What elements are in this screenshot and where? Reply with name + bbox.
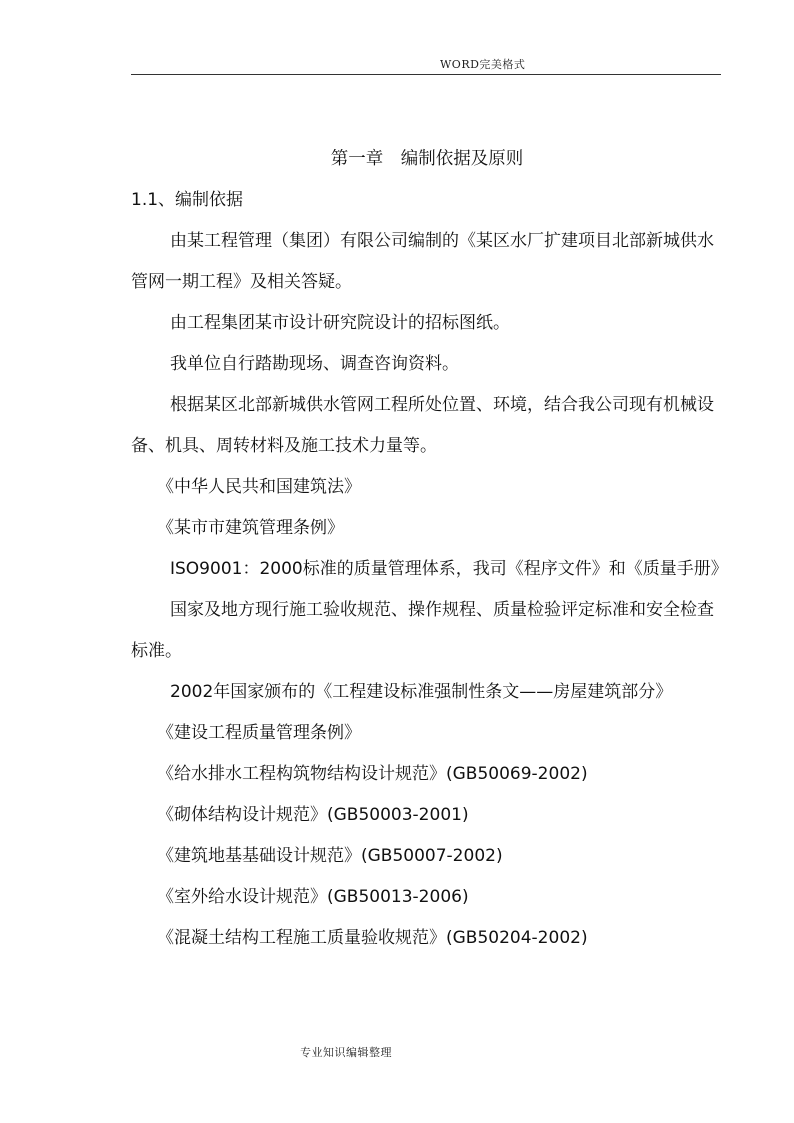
regulation-item: 《建设工程质量管理条例》 (157, 723, 361, 743)
regulation-item: 《中华人民共和国建筑法》 (157, 477, 361, 497)
basis-paragraph: ISO9001：2000标准的质量管理体系，我司《程序文件》和《质量手册》 (170, 559, 728, 579)
regulation-item: 《某市市建筑管理条例》 (157, 518, 344, 538)
header-divider (131, 74, 721, 75)
document-body (131, 139, 728, 959)
page-footer-text: 专业知识编辑整理 (300, 1046, 392, 1059)
section-heading: 1.1、编制依据 (131, 190, 244, 210)
basis-paragraph: 我单位自行踏勘现场、调查咨询资料。 (170, 354, 459, 374)
standard-item: 《建筑地基基础设计规范》(GB50007-2002) (157, 846, 503, 866)
standard-item: 《混凝土结构工程施工质量验收规范》(GB50204-2002) (157, 928, 588, 948)
basis-paragraph: 由工程集团某市设计研究院设计的招标图纸。 (170, 313, 510, 333)
standard-item: 《砌体结构设计规范》(GB50003-2001) (157, 805, 469, 825)
basis-paragraph: 2002年国家颁布的《工程建设标准强制性条文——房屋建筑部分》 (170, 682, 673, 702)
standard-item: 《给水排水工程构筑物结构设计规范》(GB50069-2002) (157, 764, 588, 784)
basis-paragraph: 由某工程管理（集团）有限公司编制的《某区水厂扩建项目北部新城供水管网一期工程》及相关答疑。 (131, 231, 714, 292)
basis-paragraph: 国家及地方现行施工验收规范、操作规程、质量检验评定标准和安全检查标准。 (131, 600, 714, 661)
basis-paragraph: 根据某区北部新城供水管网工程所处位置、环境，结合我公司现有机械设备、机具、周转材料及施工技术力量等。 (131, 395, 714, 456)
chapter-title: 第一章 编制依据及原则 (330, 149, 524, 169)
page-header-text: WORD完美格式 (440, 58, 526, 71)
standard-item: 《室外给水设计规范》(GB50013-2006) (157, 887, 469, 907)
